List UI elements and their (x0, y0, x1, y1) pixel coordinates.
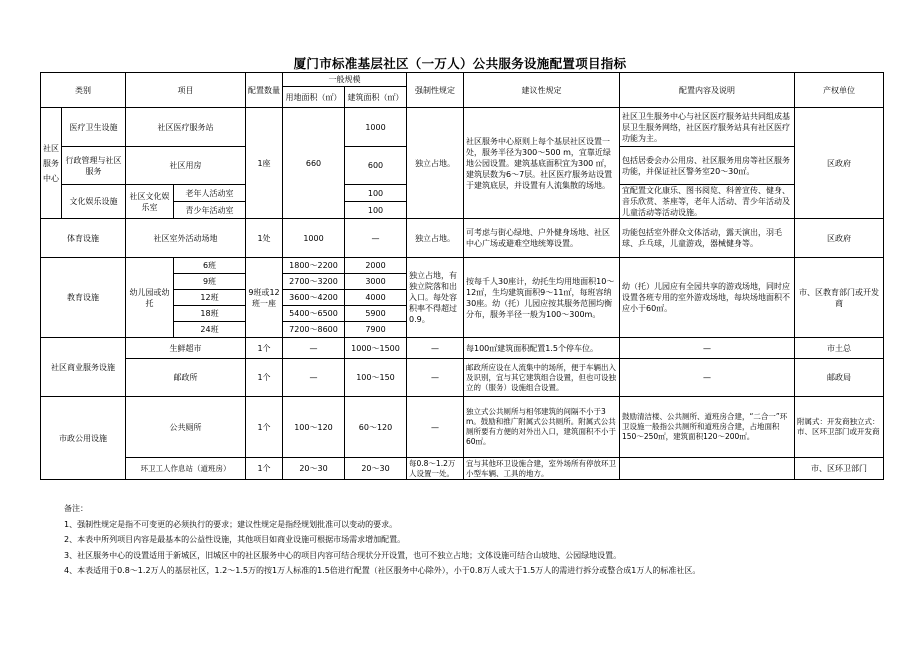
center-admin-floor: 600 (345, 147, 407, 185)
class-land: 2700～3200 (283, 274, 345, 290)
center-culture-type: 文化娱乐设施 (62, 185, 126, 219)
class-label: 12班 (174, 290, 246, 306)
class-label: 18班 (174, 306, 246, 322)
class-floor: 4000 (345, 290, 407, 306)
notes (64, 501, 884, 579)
station-owner: 市、区环卫部门 (795, 458, 884, 480)
toilet-item: 公共厕所 (126, 397, 246, 458)
post-note: — (620, 359, 795, 397)
center-elder-floor: 100 (345, 185, 407, 202)
market-item: 生鲜超市 (126, 338, 246, 359)
center-quantity: 1座 (246, 108, 283, 219)
market-floor: 1000～1500 (345, 338, 407, 359)
station-note (620, 458, 795, 480)
sports-quantity: 1处 (246, 219, 283, 258)
note-line: 4、本表适用于0.8～1.2万人的基层社区，1.2～1.5万的按1万人标准的1.5倍进行配置（社区服务中心除外），小于0.8万人或大于1.5万人的需进行拆分或整合成1万人的标准社区。 (64, 566, 701, 576)
toilet-floor: 60～120 (345, 397, 407, 458)
post-owner: 邮政局 (795, 359, 884, 397)
sports-item: 社区室外活动场地 (126, 219, 246, 258)
education-owner: 市、区教育部门或开发商 (795, 258, 884, 338)
toilet-note: 鼓励清洁楼、公共厕所、道班房合建，“二合一”环卫设施一般指公共厕所和道班房合建，占地面积150～250㎡，建筑面积120～200㎡。 (620, 397, 795, 458)
page-title: 厦门市标准基层社区（一万人）公共服务设施配置项目指标 (293, 56, 627, 71)
market-mandatory: — (407, 338, 464, 359)
station-mandatory: 每0.8～1.2万人设置一处。 (407, 458, 464, 480)
center-youth-floor: 100 (345, 202, 407, 219)
center-youth-room: 青少年活动室 (174, 202, 246, 219)
education-type: 教育设施 (41, 258, 126, 338)
note-line: 3、社区服务中心的设置适用于新城区，旧城区中的社区服务中心的项目内容可结合现状分开设置，也可不独立占地；文体设施可结合山坡地、公园绿地设置。 (64, 550, 622, 560)
center-culture-note: 宜配置文化康乐、图书阅览、科普宣传、健身、音乐欣赏、茶座等，老年人活动、青少年活动及儿童活动等活动设施。 (620, 185, 795, 219)
header-content: 配置内容及说明 (620, 73, 795, 108)
market-owner: 市土总 (795, 338, 884, 359)
header-mandatory: 强制性规定 (407, 73, 464, 108)
post-mandatory: — (407, 359, 464, 397)
education-item: 幼儿园或幼托 (126, 258, 174, 338)
header-scale: 一般规模 (283, 73, 407, 87)
sports-suggested: 可考虑与街心绿地、户外健身场地、社区中心广场或避难空地统筹设置。 (464, 219, 620, 258)
center-medical-note: 社区卫生服务中心与社区医疗服务站共同组成基层卫生服务网络，社区医疗服务站具有社区医疗功能为主。 (620, 108, 795, 147)
sports-mandatory: 独立占地。 (407, 219, 464, 258)
header-category: 类别 (41, 73, 126, 108)
class-land: 5400～6500 (283, 306, 345, 322)
market-suggested: 每100㎡建筑面积配置1.5个停车位。 (464, 338, 620, 359)
market-land: — (283, 338, 345, 359)
center-elder-room: 老年人活动室 (174, 185, 246, 202)
class-label: 6班 (174, 258, 246, 274)
center-owner: 区政府 (795, 108, 884, 219)
class-floor: 5900 (345, 306, 407, 322)
class-land: 7200～8600 (283, 322, 345, 338)
toilet-land: 100～120 (283, 397, 345, 458)
class-floor: 7900 (345, 322, 407, 338)
sports-type: 体育设施 (41, 219, 126, 258)
header-land-area: 用地面积（㎡） (283, 87, 345, 108)
note-line: 2、本表中所列项目内容是最基本的公益性设施，其他项目如商业设施可根据市场需求增加配置。 (64, 535, 406, 545)
post-floor: 100～150 (345, 359, 407, 397)
header-suggested: 建议性规定 (464, 73, 620, 108)
center-medical-item: 社区医疗服务站 (126, 108, 246, 147)
class-label: 24班 (174, 322, 246, 338)
header-floor-area: 建筑面积（㎡） (345, 87, 407, 108)
header-owner: 产权单位 (795, 73, 884, 108)
class-land: 3600～4200 (283, 290, 345, 306)
sports-note: 功能包括室外群众文体活动，露天演出，羽毛球、乒乓球，儿童游戏，器械健身等。 (620, 219, 795, 258)
class-label: 9班 (174, 274, 246, 290)
center-medical-floor: 1000 (345, 108, 407, 147)
station-quantity: 1个 (246, 458, 283, 480)
center-admin-note: 包括居委会办公用房、社区服务用房等社区服务功能，并保证社区警务室20～30㎡。 (620, 147, 795, 185)
market-note: — (620, 338, 795, 359)
center-medical-type: 医疗卫生设施 (62, 108, 126, 147)
center-admin-item: 社区用房 (126, 147, 246, 185)
station-suggested: 宜与其他环卫设施合建，室外场所有停放环卫小型车辆、工具的地方。 (464, 458, 620, 480)
commerce-type: 社区商业服务设施 (41, 338, 126, 397)
station-land: 20～30 (283, 458, 345, 480)
post-land: — (283, 359, 345, 397)
station-floor: 20～30 (345, 458, 407, 480)
center-admin-type: 行政管理与社区服务 (62, 147, 126, 185)
municipal-type: 市政公用设施 (41, 397, 126, 480)
notes-heading: 备注： (64, 504, 88, 513)
class-floor: 2000 (345, 258, 407, 274)
sports-floor: — (345, 219, 407, 258)
post-item: 邮政所 (126, 359, 246, 397)
education-note: 幼（托）儿园应有全园共享的游戏场地，同时应设置各班专用的室外游戏场地，每块场地面积不应小于60㎡。 (620, 258, 795, 338)
education-suggested: 按每千人30座计，幼托生均用地面积10～12㎡，生均建筑面积9～11㎡，每班容纳30座。幼（托）儿园应按其服务范围均衡分布，服务半径一般为100～300m。 (464, 258, 620, 338)
post-suggested: 邮政所应设在人流集中的场所，便于车辆出入及识别，宜与其它建筑组合设置，但也可设独立的（服务）设施组合设置。 (464, 359, 620, 397)
sports-owner: 区政府 (795, 219, 884, 258)
facility-table (40, 72, 884, 480)
education-quantity: 9班或12班一座 (246, 258, 283, 338)
class-land: 1800～2200 (283, 258, 345, 274)
header-item: 项目 (126, 73, 246, 108)
toilet-quantity: 1个 (246, 397, 283, 458)
toilet-suggested: 独立式公共厕所与相邻建筑的间隔不小于3 m。鼓励和推广附属式公共厕所。附属式公共厕所要有方便的对外出入口，建筑面积不小于60㎡。 (464, 397, 620, 458)
center-category: 社区服务中心 (41, 108, 62, 219)
education-mandatory: 独立占地，有独立院落和出入口。每处容积率不得超过0.9。 (407, 258, 464, 338)
center-mandatory: 独立占地。 (407, 108, 464, 219)
center-land: 660 (283, 108, 345, 219)
station-item: 环卫工人作息站（道班房） (126, 458, 246, 480)
post-quantity: 1个 (246, 359, 283, 397)
note-line: 1、强制性规定是指不可变更的必须执行的要求；建议性规定是指经规划批准可以变动的要求。 (64, 519, 398, 529)
header-quantity: 配置数量 (246, 73, 283, 108)
toilet-mandatory: — (407, 397, 464, 458)
center-culture-room: 社区文化娱乐室 (126, 185, 174, 219)
toilet-owner: 附属式：开发商独立式：市、区环卫部门或开发商 (795, 397, 884, 458)
sports-land: 1000 (283, 219, 345, 258)
class-floor: 3000 (345, 274, 407, 290)
center-suggested: 社区服务中心原则上每个基层社区设置一处，服务半径为300～500 m，宜靠近绿地公园设置。建筑基底面积宜为300 ㎡，建筑层数为6～7层。社区医疗服务站设置于建筑底层，并设置有人流集散的场地。 (464, 108, 620, 219)
market-quantity: 1个 (246, 338, 283, 359)
